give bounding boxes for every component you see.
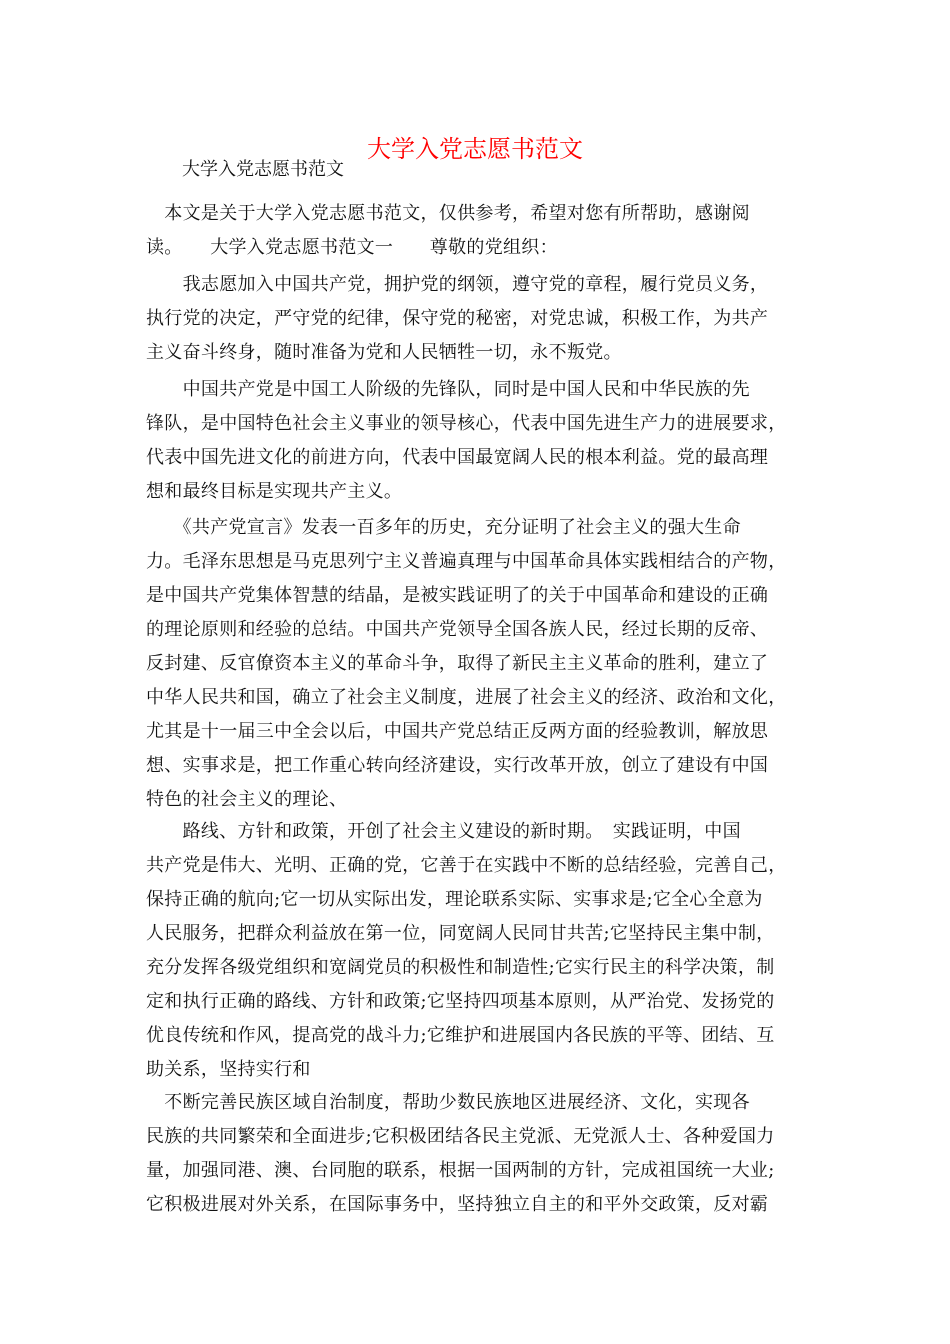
document-title: 大学入党志愿书范文 (367, 135, 583, 164)
text-line: 主义奋斗终身，随时准备为党和人民牺牲一切，永不叛党。 (146, 342, 622, 363)
text-line: 路线、方针和政策，开创了社会主义建设的新时期。 实践证明，中国 (146, 821, 741, 842)
text-line: 充分发挥各级党组织和宽阔党员的积极性和制造性;它实行民主的科学决策，制 (146, 957, 775, 978)
text-line: 《共产党宣言》发表一百多年的历史，充分证明了社会主义的强大生命 (146, 517, 741, 538)
text-line: 优良传统和作风，提高党的战斗力;它维护和进展国内各民族的平等、团结、互 (146, 1025, 775, 1046)
text-line: 不断完善民族区域自治制度，帮助少数民族地区进展经济、文化，实现各 (146, 1092, 750, 1113)
text-line: 我志愿加入中国共产党，拥护党的纲领，遵守党的章程，履行党员义务， (146, 274, 769, 295)
text-line: 锋队，是中国特色社会主义事业的领导核心，代表中国先进生产力的进展要求， (146, 413, 787, 434)
text-line: 是中国共产党集体智慧的结晶，是被实践证明了的关于中国革命和建设的正确 (146, 585, 769, 606)
document-subtitle: 大学入党志愿书范文 (182, 159, 344, 180)
text-line: 助关系，坚持实行和 (146, 1059, 311, 1080)
paragraph-history (146, 511, 826, 817)
text-line: 代表中国先进文化的前进方向，代表中国最宽阔人民的根本利益。党的最高理 (146, 447, 769, 468)
text-line: 想和最终目标是实现共产主义。 (146, 481, 403, 502)
text-line: 特色的社会主义的理论、 (146, 789, 348, 810)
text-line: 的理论原则和经验的总结。中国共产党领导全国各族人民，经过长期的反帝、 (146, 619, 769, 640)
text-line: 它积极进展对外关系，在国际事务中，坚持独立自主的和平外交政策，反对霸 (146, 1194, 769, 1215)
paragraph-practice (146, 815, 826, 1087)
text-line: 共产党是伟大、光明、正确的党，它善于在实践中不断的总结经验，完善自己， (146, 855, 787, 876)
paragraph-pledge (146, 268, 826, 370)
paragraph-intro (146, 197, 826, 265)
text-line: 力。毛泽东思想是马克思列宁主义普遍真理与中国革命具体实践相结合的产物， (146, 551, 787, 572)
paragraph-policy (146, 1086, 826, 1222)
text-line: 尤其是十一届三中全会以后，中国共产党总结正反两方面的经验教训，解放思 (146, 721, 769, 742)
text-line: 反封建、反官僚资本主义的革命斗争，取得了新民主主义革命的胜利，建立了 (146, 653, 769, 674)
text-line: 中国共产党是中国工人阶级的先锋队，同时是中国人民和中华民族的先 (146, 379, 750, 400)
text-line: 执行党的决定，严守党的纪律，保守党的秘密，对党忠诚，积极工作，为共产 (146, 308, 769, 329)
text-line: 本文是关于大学入党志愿书范文，仅供参考，希望对您有所帮助，感谢阅 (146, 203, 750, 224)
paragraph-party-nature (146, 373, 826, 509)
text-line: 保持正确的航向;它一切从实际出发，理论联系实际、实事求是;它全心全意为 (146, 889, 763, 910)
text-line: 定和执行正确的路线、方针和政策;它坚持四项基本原则，从严治党、发扬党的 (146, 991, 775, 1012)
text-line: 人民服务，把群众利益放在第一位，同宽阔人民同甘共苦;它坚持民主集中制， (146, 923, 775, 944)
text-line: 读。 大学入党志愿书范文一 尊敬的党组织： (146, 237, 558, 258)
text-line: 量，加强同港、澳、台同胞的联系，根据一国两制的方针，完成祖国统一大业; (146, 1160, 775, 1181)
text-line: 民族的共同繁荣和全面进步;它积极团结各民主党派、无党派人士、各种爱国力 (146, 1126, 775, 1147)
text-line: 中华人民共和国，确立了社会主义制度，进展了社会主义的经济、政治和文化， (146, 687, 787, 708)
text-line: 想、实事求是，把工作重心转向经济建设，实行改革开放，创立了建设有中国 (146, 755, 769, 776)
